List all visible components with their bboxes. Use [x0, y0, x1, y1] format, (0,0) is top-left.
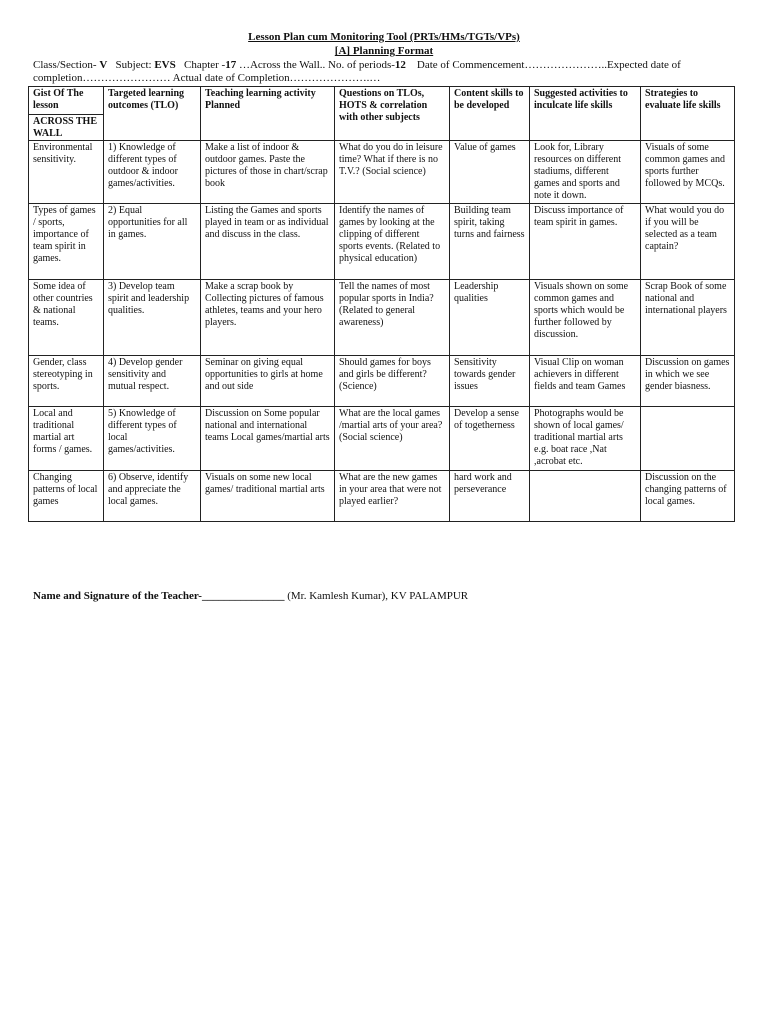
subject-label: Subject: [115, 59, 152, 71]
table-cell: Some idea of other countries & national teams. [29, 280, 104, 356]
document-subtitle: [A] Planning Format [334, 45, 434, 57]
table-cell: What would you do if you will be selected as a team captain? [641, 204, 735, 280]
column-header-life-skills-activities: Suggested activities to inculcate life skills [530, 87, 641, 141]
table-row [29, 356, 735, 407]
table-cell: Scrap Book of some national and international players [641, 280, 735, 356]
column-header-tlo: Targeted learning outcomes (TLO) [104, 87, 201, 141]
table-cell: 2) Equal opportunities for all in games. [104, 204, 201, 280]
table-cell: Sensitivity towards gender issues [450, 356, 530, 407]
table-cell: Make a list of indoor & outdoor games. Paste the pictures of those in chart/scrap book [201, 141, 335, 204]
table-cell: Identify the names of games by looking at the clipping of different sports events. (Related to physical education) [335, 204, 450, 280]
table-cell: 5) Knowledge of different types of local games/activities. [104, 407, 201, 471]
table-cell: 1) Knowledge of different types of outdoor & indoor games/activities. [104, 141, 201, 204]
table-row [29, 280, 735, 356]
chapter-value: 17 [225, 59, 237, 71]
column-header-questions: Questions on TLOs, HOTS & correlation with other subjects [335, 87, 450, 141]
table-header-row [29, 87, 735, 141]
table-cell: Local and traditional martial art forms / games. [29, 407, 104, 471]
table-cell: 4) Develop gender sensitivity and mutual respect. [104, 356, 201, 407]
table-cell: Tell the names of most popular sports in India? (Related to general awareness) [335, 280, 450, 356]
signature-blank: _______________ [201, 590, 285, 602]
table-cell: Gender, class stereotyping in sports. [29, 356, 104, 407]
column-header-activity: Teaching learning activity Planned [201, 87, 335, 141]
table-row [29, 471, 735, 522]
document-title: Lesson Plan cum Monitoring Tool (PRTs/HMs/TGTs/VPs) [248, 31, 520, 43]
periods-value: 12 [394, 59, 406, 71]
table-cell: Building team spirit, taking turns and fairness [450, 204, 530, 280]
column-header-label: Gist Of The lesson [33, 88, 84, 111]
table-cell: Visuals on some new local games/ traditional martial arts [201, 471, 335, 522]
signature-label: Name and Signature of the Teacher- [33, 590, 202, 602]
periods-label: No. of periods- [328, 59, 395, 71]
table-cell: Discussion on Some popular national and international teams Local games/martial arts [201, 407, 335, 471]
column-header-evaluation: Strategies to evaluate life skills [641, 87, 735, 141]
table-cell [641, 407, 735, 471]
table-row [29, 204, 735, 280]
table-cell: hard work and perseverance [450, 471, 530, 522]
planning-table [28, 86, 735, 522]
table-cell: Visuals shown on some common games and sports which would be further followed by discussion. [530, 280, 641, 356]
table-cell: Visual Clip on woman achievers in different fields and team Games [530, 356, 641, 407]
lesson-meta [33, 59, 733, 84]
chapter-label: Chapter - [183, 59, 226, 71]
table-cell: What do you do in leisure time? What if there is no T.V.? (Social science) [335, 141, 450, 204]
teacher-signature-line [33, 590, 468, 602]
table-cell: What are the local games /martial arts of your area? (Social science) [335, 407, 450, 471]
table-cell: Make a scrap book by Collecting pictures of famous athletes, teams and your hero players. [201, 280, 335, 356]
table-cell: Visuals of some common games and sports further followed by MCQs. [641, 141, 735, 204]
table-cell: Should games for boys and girls be different? (Science) [335, 356, 450, 407]
table-cell: Develop a sense of togetherness [450, 407, 530, 471]
table-cell: Types of games / sports, importance of team spirit in games. [29, 204, 104, 280]
teacher-name: (Mr. Kamlesh Kumar), KV PALAMPUR [284, 590, 469, 602]
table-cell: Leadership qualities [450, 280, 530, 356]
table-cell: 3) Develop team spirit and leadership qualities. [104, 280, 201, 356]
table-cell: Discussion on games in which we see gender biasness. [641, 356, 735, 407]
table-cell: Discussion on the changing patterns of local games. [641, 471, 735, 522]
table-cell: Discuss importance of team spirit in games. [530, 204, 641, 280]
table-cell: Look for, Library resources on different stadiums, different games and sports and note it down. [530, 141, 641, 204]
table-cell: Listing the Games and sports played in team or as individual and discuss in the class. [201, 204, 335, 280]
table-cell: Seminar on giving equal opportunities to girls at home and out side [201, 356, 335, 407]
table-row [29, 141, 735, 204]
table-cell: Photographs would be shown of local games/ traditional martial arts e.g. boat race ,Nat ,acrobat etc. [530, 407, 641, 471]
class-label: Class/Section- [33, 59, 97, 71]
table-cell [530, 471, 641, 522]
table-row [29, 407, 735, 471]
chapter-name: …Across the Wall.. [238, 59, 326, 71]
table-cell: Changing patterns of local games [29, 471, 104, 522]
table-cell: 6) Observe, identify and appreciate the local games. [104, 471, 201, 522]
column-header-skills: Content skills to be developed [450, 87, 530, 141]
table-cell: Environmental sensitivity. [29, 141, 104, 204]
column-header-gist [29, 87, 104, 141]
lesson-topic: ACROSS THE WALL [29, 114, 103, 140]
date-fields: Date of Commencement…………………..Expected date of completion…………………… Actual date of Completion………………….… [33, 59, 681, 84]
table-cell: What are the new games in your area that were not played earlier? [335, 471, 450, 522]
class-value: V [99, 59, 108, 71]
table-cell: Value of games [450, 141, 530, 204]
subject-value: EVS [154, 59, 176, 71]
